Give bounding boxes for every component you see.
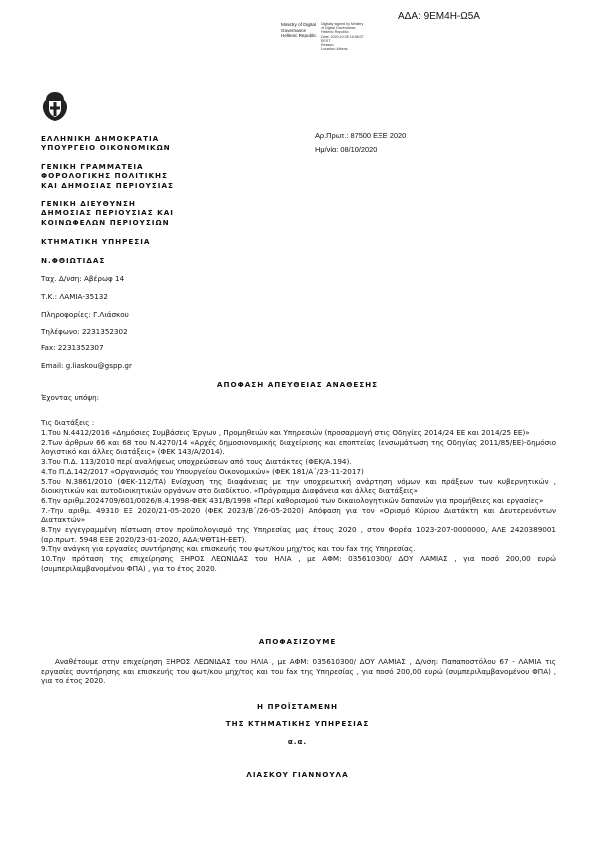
provision-item: 9.Την ανάγκη για εργασίες συντήρησης και επισκευής του φωτ/κου μηχ/τος και του fax της Υπηρεσίας. xyxy=(41,544,416,554)
directorate-line: ΔΗΜΟΣΙΑΣ ΠΕΡΙΟΥΣΙΑΣ ΚΑΙ xyxy=(41,208,174,218)
provision-item: 7.-Την αριθμ. 49310 ΕΞ 2020/21-05-2020 (ΦΕΚ 2023/Β΄/26-05-2020) Απόφαση για τον «Ορισμό Κύριου Διατάκτη και Δευτερευόντων Διατακτών» xyxy=(41,505,556,525)
signature-detail-line: of Digital Governance, xyxy=(321,26,357,31)
address: Ταχ. Δ/νση: Αβέρωφ 14 xyxy=(41,274,125,283)
digital-signature-issuer xyxy=(281,22,317,39)
signature-detail-line: Reason: xyxy=(321,43,335,48)
general-secretariat xyxy=(41,162,241,190)
signature-detail-line: Digitally signed by Ministry xyxy=(321,22,364,26)
considering-label: Έχοντας υπόψη: xyxy=(41,393,100,402)
directorate-line: ΚΟΙΝΩΦΕΛΩΝ ΠΕΡΙΟΥΣΙΩΝ xyxy=(41,217,170,227)
protocol-block xyxy=(315,129,406,157)
issuer-line: Hellenic Republic xyxy=(281,33,317,39)
decision-text: Αναθέτουμε στην επιχείρηση ΞΗΡΟΣ ΛΕΩΝΙΔΑΣ του ΗΛΙΑ , με ΑΦΜ: 035610300/ ΔΟΥ ΛΑΜΙΑΣ , Δ/νση: Παπαποστόλου 67 - ΛΑΜΙΑ τις εργασίες συντήρησης και επισκευής του φωτ/κου μηχ/τος και του fax της Υπηρεσίας , για ποσό 200,00 ευρώ (συμπεριλαμβανομένου ΦΠΑ) , για το έτος 2020. xyxy=(41,657,556,686)
decision-title: ΑΠΟΦΑΣΙΖΟΥΜΕ xyxy=(258,637,337,646)
email: Email: g.liaskou@gspp.gr xyxy=(41,361,132,370)
provision-item: 6.Την αριθμ.2024709/601/0026/8.4.1998-ΦΕΚ 431/Β/1998 «Περί καθορισμού των δικαιολογητικών δαπανών για προμήθειες και εργασίες» xyxy=(41,495,544,505)
provisions-list xyxy=(41,428,556,574)
signature-detail-line: EEST xyxy=(321,38,331,43)
signature-detail-line: Hellenic Republic xyxy=(321,30,349,35)
secretariat-line: ΦΟΡΟΛΟΓΙΚΗΣ ΠΟΛΙΤΙΚΗΣ xyxy=(41,171,168,181)
service-name: ΚΤΗΜΑΤΙΚΗ ΥΠΗΡΕΣΙΑ xyxy=(41,237,151,246)
fax: Fax: 2231352307 xyxy=(41,343,104,352)
region-name: Ν.ΦΘΙΩΤΙΔΑΣ xyxy=(41,256,106,265)
issuer-line: Governance xyxy=(281,27,307,33)
phone: Τηλέφωνο: 2231352302 xyxy=(41,327,128,336)
general-directorate xyxy=(41,199,241,227)
provision-item: 8.Την εγγεγραμμένη πίστωση στον προϋπολογισμό της Υπηρεσίας μας έτους 2020 , στον Φορέα 1023-207-0000000, ΑΛΕ 2420389001 (αρ.πρωτ. 5948 ΕΞΕ 2020/23-01-2020, ΑΔΑ:ΨΘΤ1Η-ΕΕΤ). xyxy=(41,525,556,544)
protocol-date: Ημ/νία: 08/10/2020 xyxy=(315,145,378,154)
republic-name: ΕΛΛΗΝΙΚΗ ΔΗΜΟΚΡΑΤΙΑ xyxy=(41,134,160,143)
protocol-number: Αρ.Πρωτ.: 87500 ΕΞΕ 2020 xyxy=(315,131,407,140)
signature-detail-line: Date: 2020.10.08 15:58:07 xyxy=(321,34,364,39)
provision-item: 2.Των άρθρων 66 και 68 του Ν.4270/14 «Αρχές δημοσιονομικής διαχείρισης και εποπτείας (ενσωμάτωση της Οδηγίας 2011/85/ΕΕ)-δημόσιο λογιστικό και άλλες διατάξεις» (ΦΕΚ 143/Α/2014). xyxy=(41,437,556,457)
directorate-line: ΓΕΝΙΚΗ ΔΙΕΥΘΥΝΣΗ xyxy=(41,199,136,208)
secretariat-line: ΓΕΝΙΚΗ ΓΡΑΜΜΑΤΕΙΑ xyxy=(41,162,144,171)
signature-mark: α.α. xyxy=(287,737,308,746)
digital-signature-details xyxy=(321,22,364,51)
provision-item: 3.Του Π.Δ. 113/2010 περί αναλήψεως υποχρεώσεων από τους Διατάκτες (ΦΕΚ/Α.194). xyxy=(41,457,352,467)
issuer-line: Ministry of Digital xyxy=(281,22,316,27)
ministry-name: ΥΠΟΥΡΓΕΙΟ ΟΙΚΟΝΟΜΙΚΩΝ xyxy=(41,143,171,153)
signatory-service: ΤΗΣ ΚΤΗΜΑΤΙΚΗΣ ΥΠΗΡΕΣΙΑΣ xyxy=(225,719,370,728)
header-republic xyxy=(41,134,241,153)
document-title: ΑΠΟΦΑΣΗ ΑΠΕΥΘΕΙΑΣ ΑΝΑΘΕΣΗΣ xyxy=(216,380,379,389)
greek-coat-of-arms-icon xyxy=(40,90,70,122)
contact-person: Πληροφορίες: Γ.Λιάσκου xyxy=(41,310,129,319)
secretariat-line: ΚΑΙ ΔΗΜΟΣΙΑΣ ΠΕΡΙΟΥΣΙΑΣ xyxy=(41,180,174,190)
provision-item: 1.Του Ν.4412/2016 «Δημόσιες Συμβάσεις Έργων , Προμηθειών και Υπηρεσιών (προσαρμογή στις Οδηγίες 2014/24 ΕΕ και 2014/25 ΕΕ)» xyxy=(41,428,530,437)
signature-detail-line: Location: Athens xyxy=(321,47,348,52)
signatory-name: ΛΙΑΣΚΟΥ ΓΙΑΝΝΟΥΛΑ xyxy=(246,770,349,779)
provision-item: 4.Το Π.Δ.142/2017 «Οργανισμός του Υπουργείου Οικονομικών» (ΦΕΚ 181/Α΄/23-11-2017) xyxy=(41,466,364,476)
provision-item: 10.Την πρόταση της επιχείρησης ΞΗΡΟΣ ΛΕΩΝΙΔΑΣ του ΗΛΙΑ , με ΑΦΜ: 035610300/ ΔΟΥ ΛΑΜΙΑΣ , για ποσό 200,00 ευρώ (συμπεριλαμβανομένου ΦΠΑ) , για το έτος 2020. xyxy=(41,554,556,573)
provision-item: 5.Του Ν.3861/2010 (ΦΕΚ-112/ΤΑ) Ενίσχυση της διαφάνειας με την υποχρεωτική ανάρτηση νόμων και πράξεων των κυβερνητικών , διοικητικών και αυτοδιοικητικών οργάνων στο διαδίκτυο. «Πρόγραμμα Διαφάνεια και άλλες διατάξεις» xyxy=(41,476,556,496)
signatory-role: Η ΠΡΟΪΣΤΑΜΕΝΗ xyxy=(256,702,339,711)
postal-code: Τ.Κ.: ΛΑΜΙΑ-35132 xyxy=(41,292,108,301)
provisions-label: Τις διατάξεις : xyxy=(41,418,95,427)
ada-code: ΑΔΑ: 9ΕΜ4Η-Ω5Α xyxy=(398,11,480,22)
